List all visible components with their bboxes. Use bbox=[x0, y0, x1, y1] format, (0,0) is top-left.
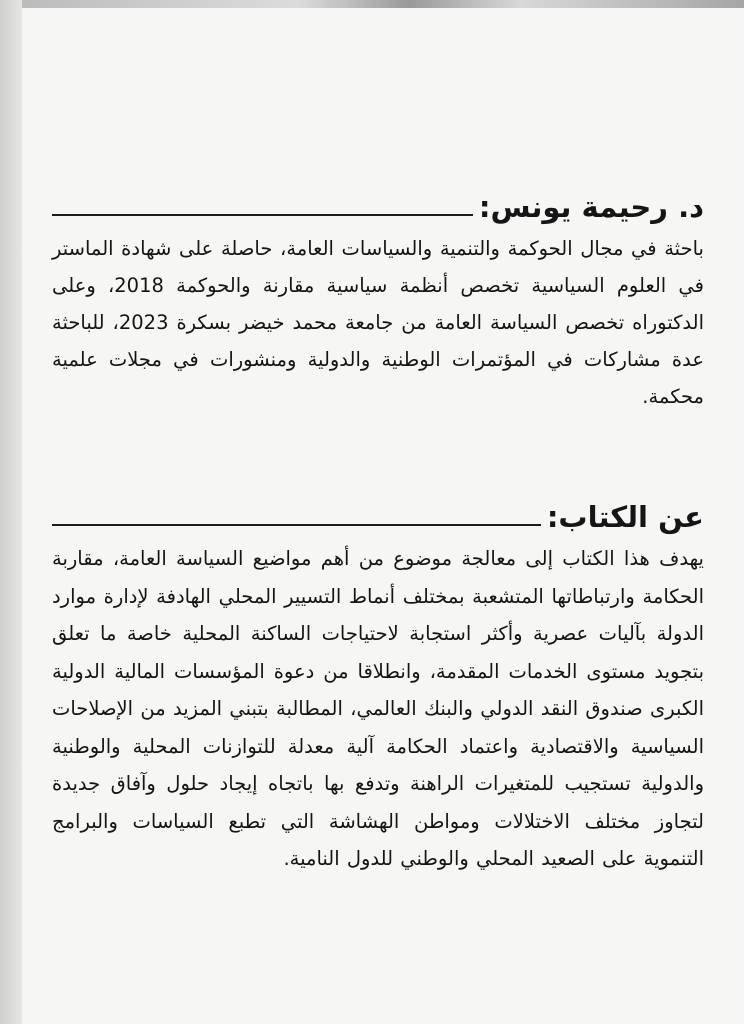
author-bio: باحثة في مجال الحوكمة والتنمية والسياسات العامة، حاصلة على شهادة الماستر في العلوم السياسية تخصص أنظمة سياسية مقارنة والحوكمة 2018، وعلى الدكتوراه تخصص السياسة العامة من جامعة محمد خيضر بسكرة 2023، للباحثة عدة مشاركات في المؤتمرات الوطنية والدولية ومنشورات في مجلات علمية محكمة. bbox=[52, 237, 704, 408]
author-section bbox=[52, 188, 704, 458]
author-heading-row bbox=[52, 188, 704, 226]
author-heading-rule bbox=[52, 214, 473, 216]
book-heading-rule bbox=[52, 524, 541, 526]
book-heading: عن الكتاب: bbox=[546, 500, 704, 534]
author-heading: د. رحيمة يونس: bbox=[478, 190, 704, 224]
book-description: يهدف هذا الكتاب إلى معالجة موضوع من أهم مواضيع السياسة العامة، مقاربة الحكامة وارتباطاتها المتشعبة بمختلف أنماط التسيير المحلي الهادفة لإدارة موارد الدولة بآليات عصرية وأكثر استجابة لاحتياجات الساكنة المحلية خاصة ما تعلق بتجويد مستوى الخدمات المقدمة، وانطلاقا من دعوة المؤسسات المالية الدولية الكبرى صندوق النقد الدولي والبنك العالمي، المطالبة بتبني المزيد من الإصلاحات السياسية والاقتصادية واعتماد الحكامة آلية معدلة للتوازنات المحلية والوطنية والدولية تستجيب للمتغيرات الراهنة وتدفع بها باتجاه إيجاد حلول وآفاق جديدة لتجاوز مختلف الاختلالات ومواطن الهشاشة التي تطبع السياسات والبرامج التنموية على الصعيد المحلي والوطني للدول النامية. bbox=[52, 547, 704, 870]
scan-edge-left bbox=[0, 0, 22, 1024]
book-heading-row bbox=[52, 498, 704, 536]
book-section bbox=[52, 498, 704, 938]
